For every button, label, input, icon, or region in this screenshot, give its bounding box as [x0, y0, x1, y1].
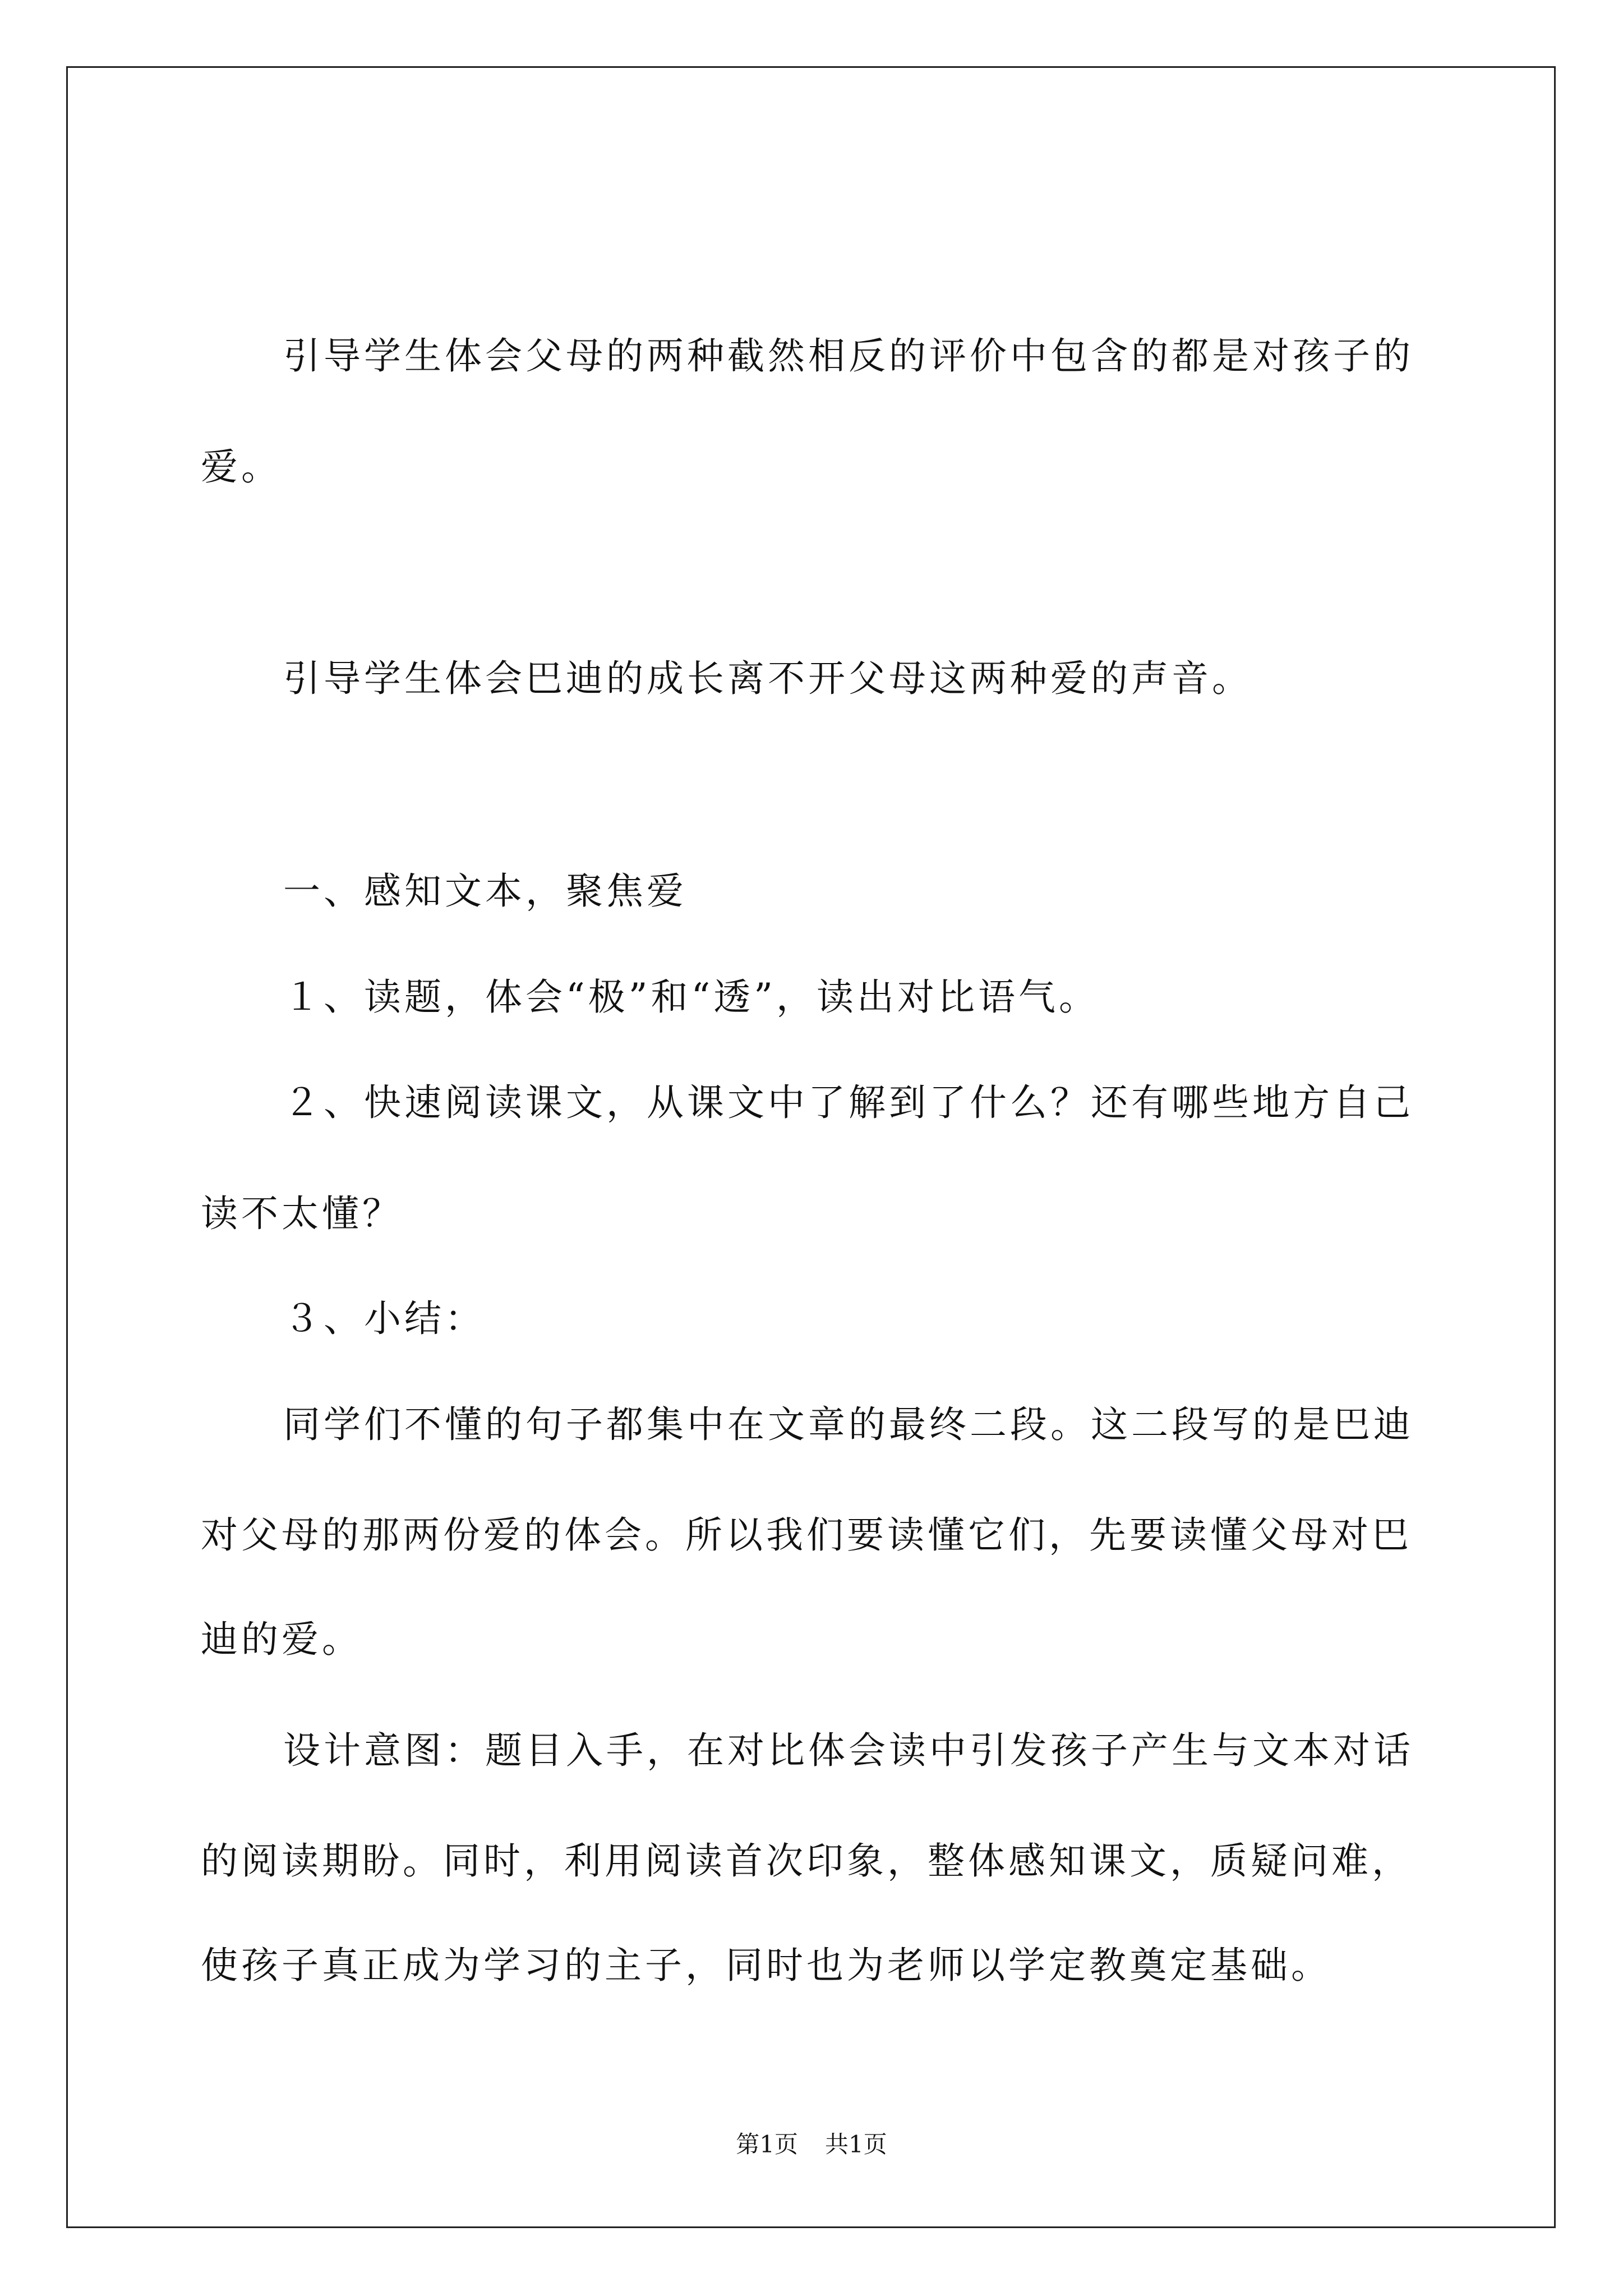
list-item-2-line-1: ２、快速阅读课文，从课文中了解到了什么？还有哪些地方自己 — [283, 1081, 1414, 1124]
page-border — [66, 66, 1556, 2228]
summary-line-1: 同学们不懂的句子都集中在文章的最终二段。这二段写的是巴迪 — [283, 1403, 1414, 1446]
page-footer — [0, 2133, 1623, 2156]
list-item-1: １、读题，体会“极”和“透”，读出对比语气。 — [283, 976, 1099, 1019]
paragraph-1-line-1: 引导学生体会父母的两种截然相反的评价中包含的都是对孩子的 — [283, 334, 1414, 378]
list-item-2-line-2: 读不太懂？ — [201, 1192, 403, 1235]
paragraph-2-line-1: 引导学生体会巴迪的成长离不开父母这两种爱的声音。 — [283, 657, 1252, 700]
page-number-total: 共1页 — [825, 2131, 887, 2158]
section-heading: 一、感知文本，聚焦爱 — [283, 869, 687, 913]
design-intent-line-2: 的阅读期盼。同时，利用阅读首次印象，整体感知课文，质疑问难， — [201, 1839, 1412, 1883]
design-intent-line-3: 使孩子真正成为学习的主子，同时也为老师以学定教奠定基础。 — [201, 1944, 1331, 1987]
summary-line-2: 对父母的那两份爱的体会。所以我们要读懂它们，先要读懂父母对巴 — [201, 1513, 1412, 1557]
design-intent-line-1: 设计意图：题目入手，在对比体会读中引发孩子产生与文本对话 — [283, 1729, 1414, 1772]
summary-line-3: 迪的爱。 — [201, 1618, 362, 1661]
paragraph-1-line-2: 爱。 — [201, 445, 282, 489]
page-number-current: 第1页 — [736, 2131, 798, 2158]
list-item-3: ３、小结： — [283, 1297, 485, 1340]
